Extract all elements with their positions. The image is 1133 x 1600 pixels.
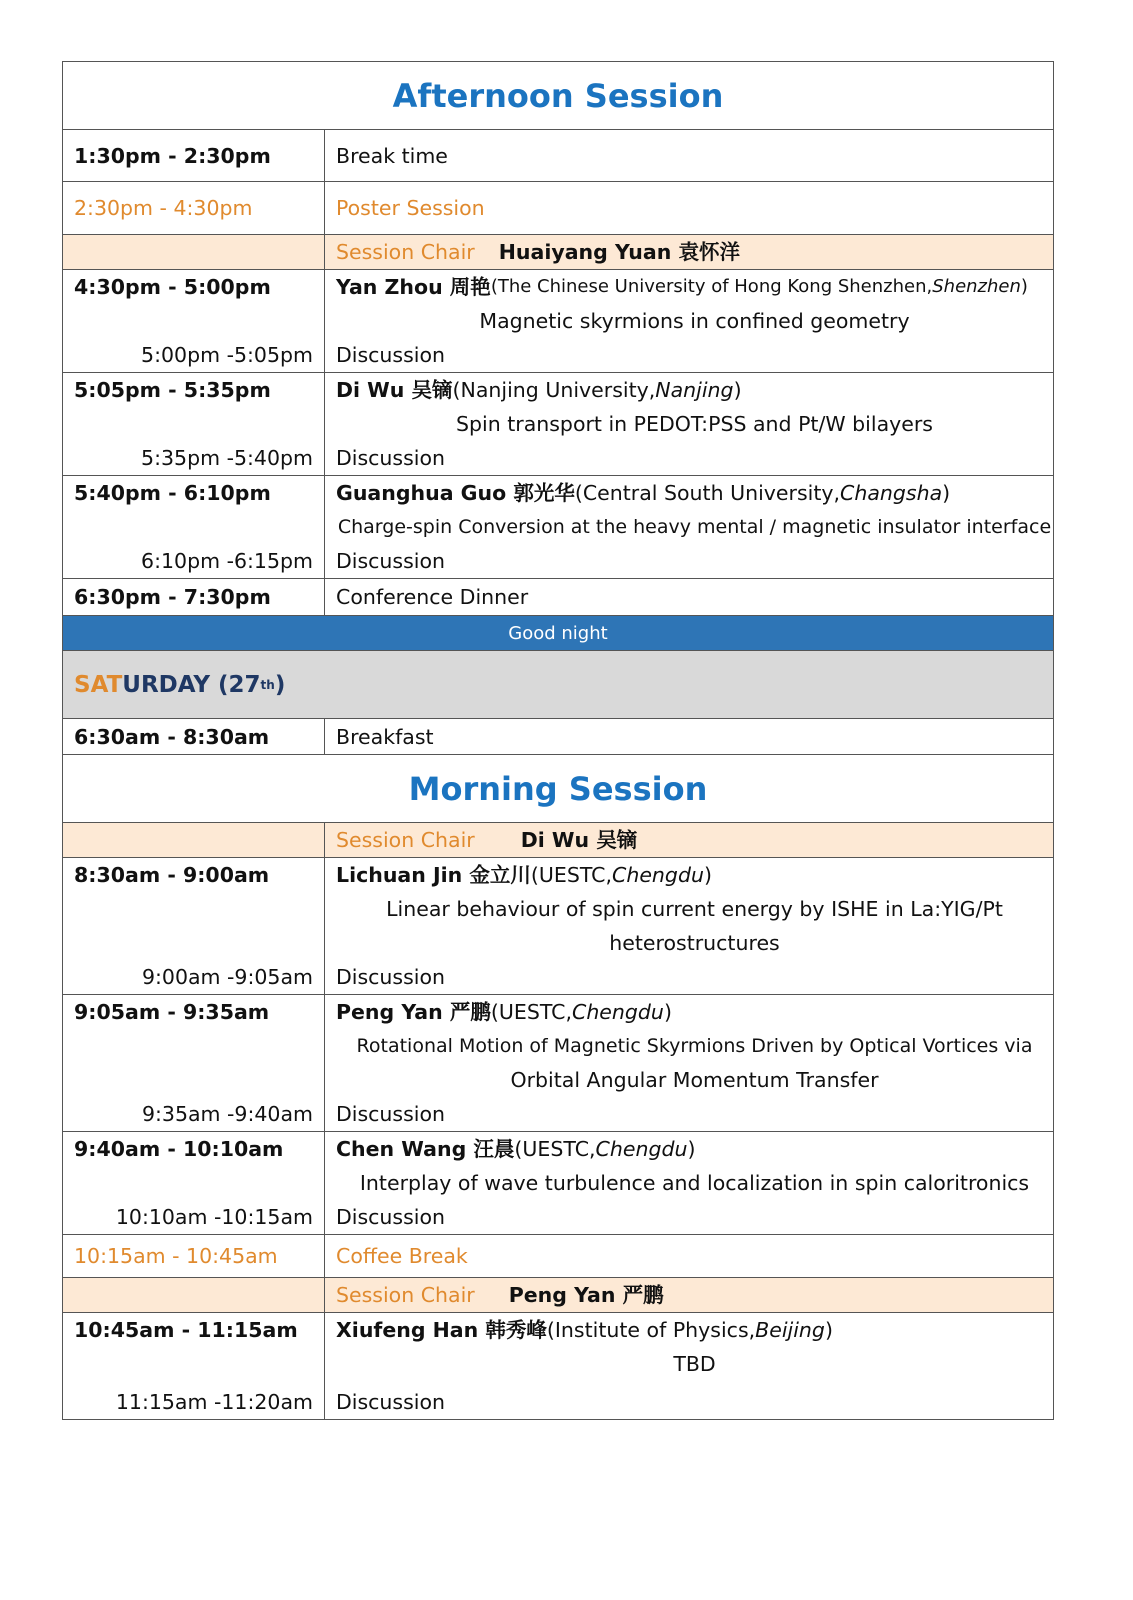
schedule-row-dinner	[63, 579, 1054, 616]
talk-row	[63, 270, 1054, 373]
talk-speaker-line: Xiufeng Han 韩秀峰 ( Institute of Physics, Beijing )	[336, 1318, 833, 1342]
speaker-name: Guanghua Guo 郭光华	[336, 481, 575, 505]
session-chair-afternoon	[325, 235, 1053, 269]
schedule-row-poster-session	[63, 182, 1054, 235]
discussion-time: 9:00am -9:05am	[141, 965, 313, 989]
label-break-time: Break time	[336, 143, 448, 168]
speaker-city: Shenzhen	[932, 276, 1021, 297]
talk-title-continued: heterostructures	[609, 931, 780, 955]
talk-title: Magnetic skyrmions in confined geometry	[479, 309, 910, 333]
discussion-label: Discussion	[336, 549, 446, 573]
session-chair-morning-2	[325, 1278, 1053, 1312]
speaker-name: Peng Yan 严鹏	[336, 1000, 491, 1024]
discussion-time: 10:10am -10:15am	[115, 1205, 313, 1229]
afternoon-header-row	[63, 62, 1054, 130]
speaker-name: Di Wu 吴镝	[336, 378, 453, 402]
speaker-city: Chengdu	[612, 863, 704, 887]
talk-title: TBD	[673, 1352, 716, 1376]
session-chair-row-afternoon	[63, 235, 1054, 270]
session-chair-name: Huaiyang Yuan 袁怀洋	[498, 240, 740, 264]
session-chair-morning	[325, 823, 1053, 857]
discussion-label: Discussion	[336, 1390, 446, 1414]
morning-session-title: Morning Session	[408, 769, 708, 808]
good-night-band	[63, 616, 1054, 651]
label-breakfast: Breakfast	[336, 724, 434, 749]
talk-time: 5:40pm - 6:10pm	[74, 481, 271, 505]
speaker-city: Chengdu	[572, 1000, 664, 1024]
session-chair-label: Session Chair	[336, 1283, 475, 1307]
talk-time: 10:45am - 11:15am	[74, 1318, 298, 1342]
talk-time: 9:05am - 9:35am	[74, 1000, 270, 1024]
talk-speaker-line: Yan Zhou 周艳 ( The Chinese University of Hong Kong Shenzhen, Shenzhen )	[336, 275, 1028, 299]
talk-time: 4:30pm - 5:00pm	[74, 275, 271, 299]
speaker-city: Changsha	[840, 481, 943, 505]
program-table	[62, 61, 1054, 1420]
speaker-name: Xiufeng Han 韩秀峰	[336, 1318, 547, 1342]
good-night-label: Good night	[508, 622, 608, 644]
morning-header-row	[63, 755, 1054, 823]
talk-row	[63, 373, 1054, 476]
talk-title: Spin transport in PEDOT:PSS and Pt/W bilayers	[456, 412, 933, 436]
time-dinner: 6:30pm - 7:30pm	[74, 585, 271, 609]
talk-speaker-line: Guanghua Guo 郭光华 ( Central South University, Changsha )	[336, 481, 951, 505]
discussion-time: 9:35am -9:40am	[141, 1102, 313, 1126]
discussion-label: Discussion	[336, 965, 446, 989]
talk-title-continued: Orbital Angular Momentum Transfer	[510, 1068, 879, 1092]
time-poster-session: 2:30pm - 4:30pm	[74, 196, 253, 220]
schedule-row-coffee-break	[63, 1235, 1054, 1278]
speaker-affiliation: UESTC,	[498, 1000, 572, 1024]
speaker-city: Nanjing	[655, 378, 734, 402]
session-chair-name: Di Wu 吴镝	[520, 828, 638, 852]
talk-title: Linear behaviour of spin current energy by ISHE in La:YIG/Pt	[386, 897, 1003, 921]
talk-title: Rotational Motion of Magnetic Skyrmions Driven by Optical Vortices via	[356, 1035, 1033, 1057]
speaker-name: Chen Wang 汪晨	[336, 1137, 515, 1161]
talk-title: Interplay of wave turbulence and localization in spin caloritronics	[359, 1171, 1030, 1195]
talk-speaker-line: Di Wu 吴镝 ( Nanjing University, Nanjing )	[336, 378, 742, 402]
schedule-row-breakfast	[63, 719, 1054, 755]
session-chair-label: Session Chair	[336, 240, 475, 264]
talk-time: 5:05pm - 5:35pm	[74, 378, 271, 402]
talk-time: 9:40am - 10:10am	[74, 1137, 284, 1161]
discussion-time: 5:35pm -5:40pm	[141, 446, 313, 470]
speaker-name: Yan Zhou 周艳	[336, 275, 491, 299]
discussion-time: 6:10pm -6:15pm	[141, 549, 313, 573]
session-chair-name: Peng Yan 严鹏	[508, 1283, 664, 1307]
time-coffee-break: 10:15am - 10:45am	[74, 1244, 278, 1268]
discussion-label: Discussion	[336, 343, 446, 367]
label-coffee-break: Coffee Break	[336, 1244, 468, 1268]
discussion-label: Discussion	[336, 446, 446, 470]
talk-row	[63, 858, 1054, 995]
session-chair-label: Session Chair	[336, 828, 475, 852]
time-breakfast: 6:30am - 8:30am	[74, 724, 270, 749]
speaker-affiliation: UESTC,	[522, 1137, 596, 1161]
talk-row	[63, 1313, 1054, 1420]
session-chair-row-morning	[63, 823, 1054, 858]
saturday-band	[63, 651, 1054, 719]
label-poster-session: Poster Session	[336, 196, 485, 220]
talk-row	[63, 476, 1054, 579]
discussion-label: Discussion	[336, 1205, 446, 1229]
talk-speaker-line: Lichuan Jin 金立川 ( UESTC, Chengdu )	[336, 863, 712, 887]
saturday-heading: SAT URDAY (27 th )	[74, 671, 286, 698]
speaker-affiliation: The Chinese University of Hong Kong Shenzhen,	[497, 276, 933, 297]
talk-row	[63, 995, 1054, 1132]
afternoon-session-title: Afternoon Session	[392, 76, 724, 115]
speaker-affiliation: Institute of Physics,	[554, 1318, 756, 1342]
schedule-row-break-time	[63, 130, 1054, 182]
speaker-city: Chengdu	[595, 1137, 688, 1161]
session-chair-row-morning-2	[63, 1278, 1054, 1313]
discussion-time: 11:15am -11:20am	[115, 1390, 313, 1414]
speaker-name: Lichuan Jin 金立川	[336, 863, 531, 887]
speaker-affiliation: UESTC,	[538, 863, 613, 887]
speaker-affiliation: Central South University,	[582, 481, 841, 505]
discussion-time: 5:00pm -5:05pm	[141, 343, 313, 367]
talk-title: Charge-spin Conversion at the heavy mental / magnetic insulator interface	[337, 516, 1052, 538]
talk-speaker-line: Peng Yan 严鹏 ( UESTC, Chengdu )	[336, 1000, 672, 1024]
speaker-city: Beijing	[755, 1318, 825, 1342]
label-dinner: Conference Dinner	[336, 585, 529, 609]
speaker-affiliation: Nanjing University,	[460, 378, 656, 402]
time-break-time: 1:30pm - 2:30pm	[74, 143, 271, 168]
talk-row	[63, 1132, 1054, 1235]
discussion-label: Discussion	[336, 1102, 446, 1126]
talk-speaker-line: Chen Wang 汪晨 ( UESTC, Chengdu )	[336, 1137, 696, 1161]
talk-time: 8:30am - 9:00am	[74, 863, 270, 887]
